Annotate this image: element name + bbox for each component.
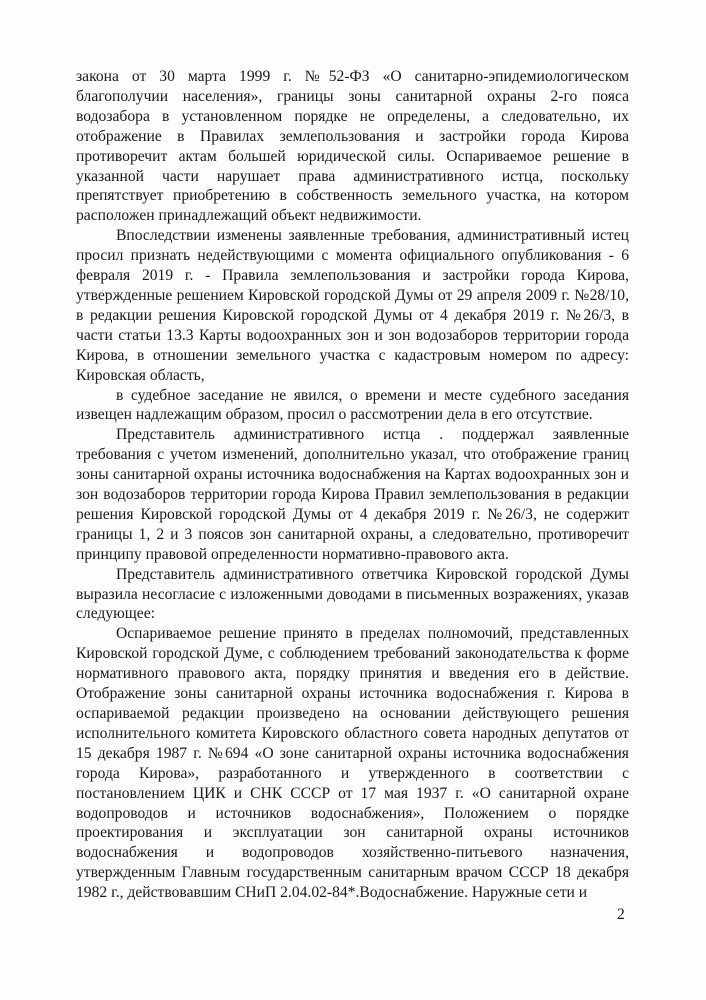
paragraph-6: Оспариваемое решение принято в пределах полномочий, представленных Кировской городской Думе, с соблюдением требований законодательства к форме нормативного правового акта, порядку принятия и введения его в действие. Отображение зоны санитарной охраны источника водоснабжения г. Кирова в оспариваемой редакции произведено на основании действующего решения исполнительного комитета Кировского областного совета народных депутатов от 15 декабря 1987 г. №694 «О зоне санитарной охраны источника водоснабжения города Кирова», разработанного и утвержденного в соответствии с постановлением ЦИК и СНК СССР от 17 мая 1937 г. «О санитарной охране водопроводов и источников водоснабжения», Положением о порядке проектирования и эксплуатации зон санитарной охраны источников водоснабжения и водопроводов хозяйственно-питьевого назначения, утвержденным Главным государственным санитарным врачом СССР 18 декабря 1982 г., действовавшим СНиП 2.04.02-84*.Водоснабжение. Наружные сети и [76, 625, 629, 902]
paragraph-2: Впоследствии изменены заявленные требования, административный истец просил признать недействующими с момента официального опубликования - 6 февраля 2019 г. - Правила землепользования и застройки города Кирова, утвержденные решением Кировской городской Думы от 29 апреля 2009 г. №28/10, в редакции решения Кировской городской Думы от 4 декабря 2019 г. №26/3, в части статьи 13.3 Карты водоохранных зон и зон водозаборов территории города Кирова, в отношении земельного участка с кадастровым номером по адресу: Кировская область, [76, 227, 629, 384]
paragraph-4: Представитель административного истца . поддержал заявленные требования с учетом изменений, дополнительно указал, что отображение границ зоны санитарной охраны источника водоснабжения на Картах водоохранных зон и зон водозаборов территории города Кирова Правил землепользования в редакции решения Кировской городской Думы от 4 декабря 2019 г. №26/3, не содержит границы 1, 2 и 3 поясов зон санитарной охраны, а следовательно, противоречит принципу правовой определенности нормативно-правового акта. [76, 426, 629, 563]
paragraph-5: Представитель административного ответчика Кировской городской Думы выразила несогласие с изложенными доводами в письменных возражениях, указав следующее: [76, 565, 629, 623]
page-number: 2 [617, 906, 625, 923]
document-body [76, 67, 629, 903]
paragraph-1: закона от 30 марта 1999 г. №52-ФЗ «О санитарно-эпидемиологическом благополучии населения», границы зоны санитарной охраны 2-го пояса водозабора в установленном порядке не определены, а следовательно, их отображение в Правилах землепользования и застройки города Кирова противоречит актам большей юридической силы. Оспариваемое решение в указанной части нарушает права административного истца, поскольку препятствует приобретению в собственность земельного участка, на котором расположен принадлежащий объект недвижимости. [76, 68, 629, 225]
paragraph-3: в судебное заседание не явился, о времени и месте судебного заседания извещен надлежащим образом, просил о рассмотрении дела в его отсутствие. [76, 386, 629, 424]
